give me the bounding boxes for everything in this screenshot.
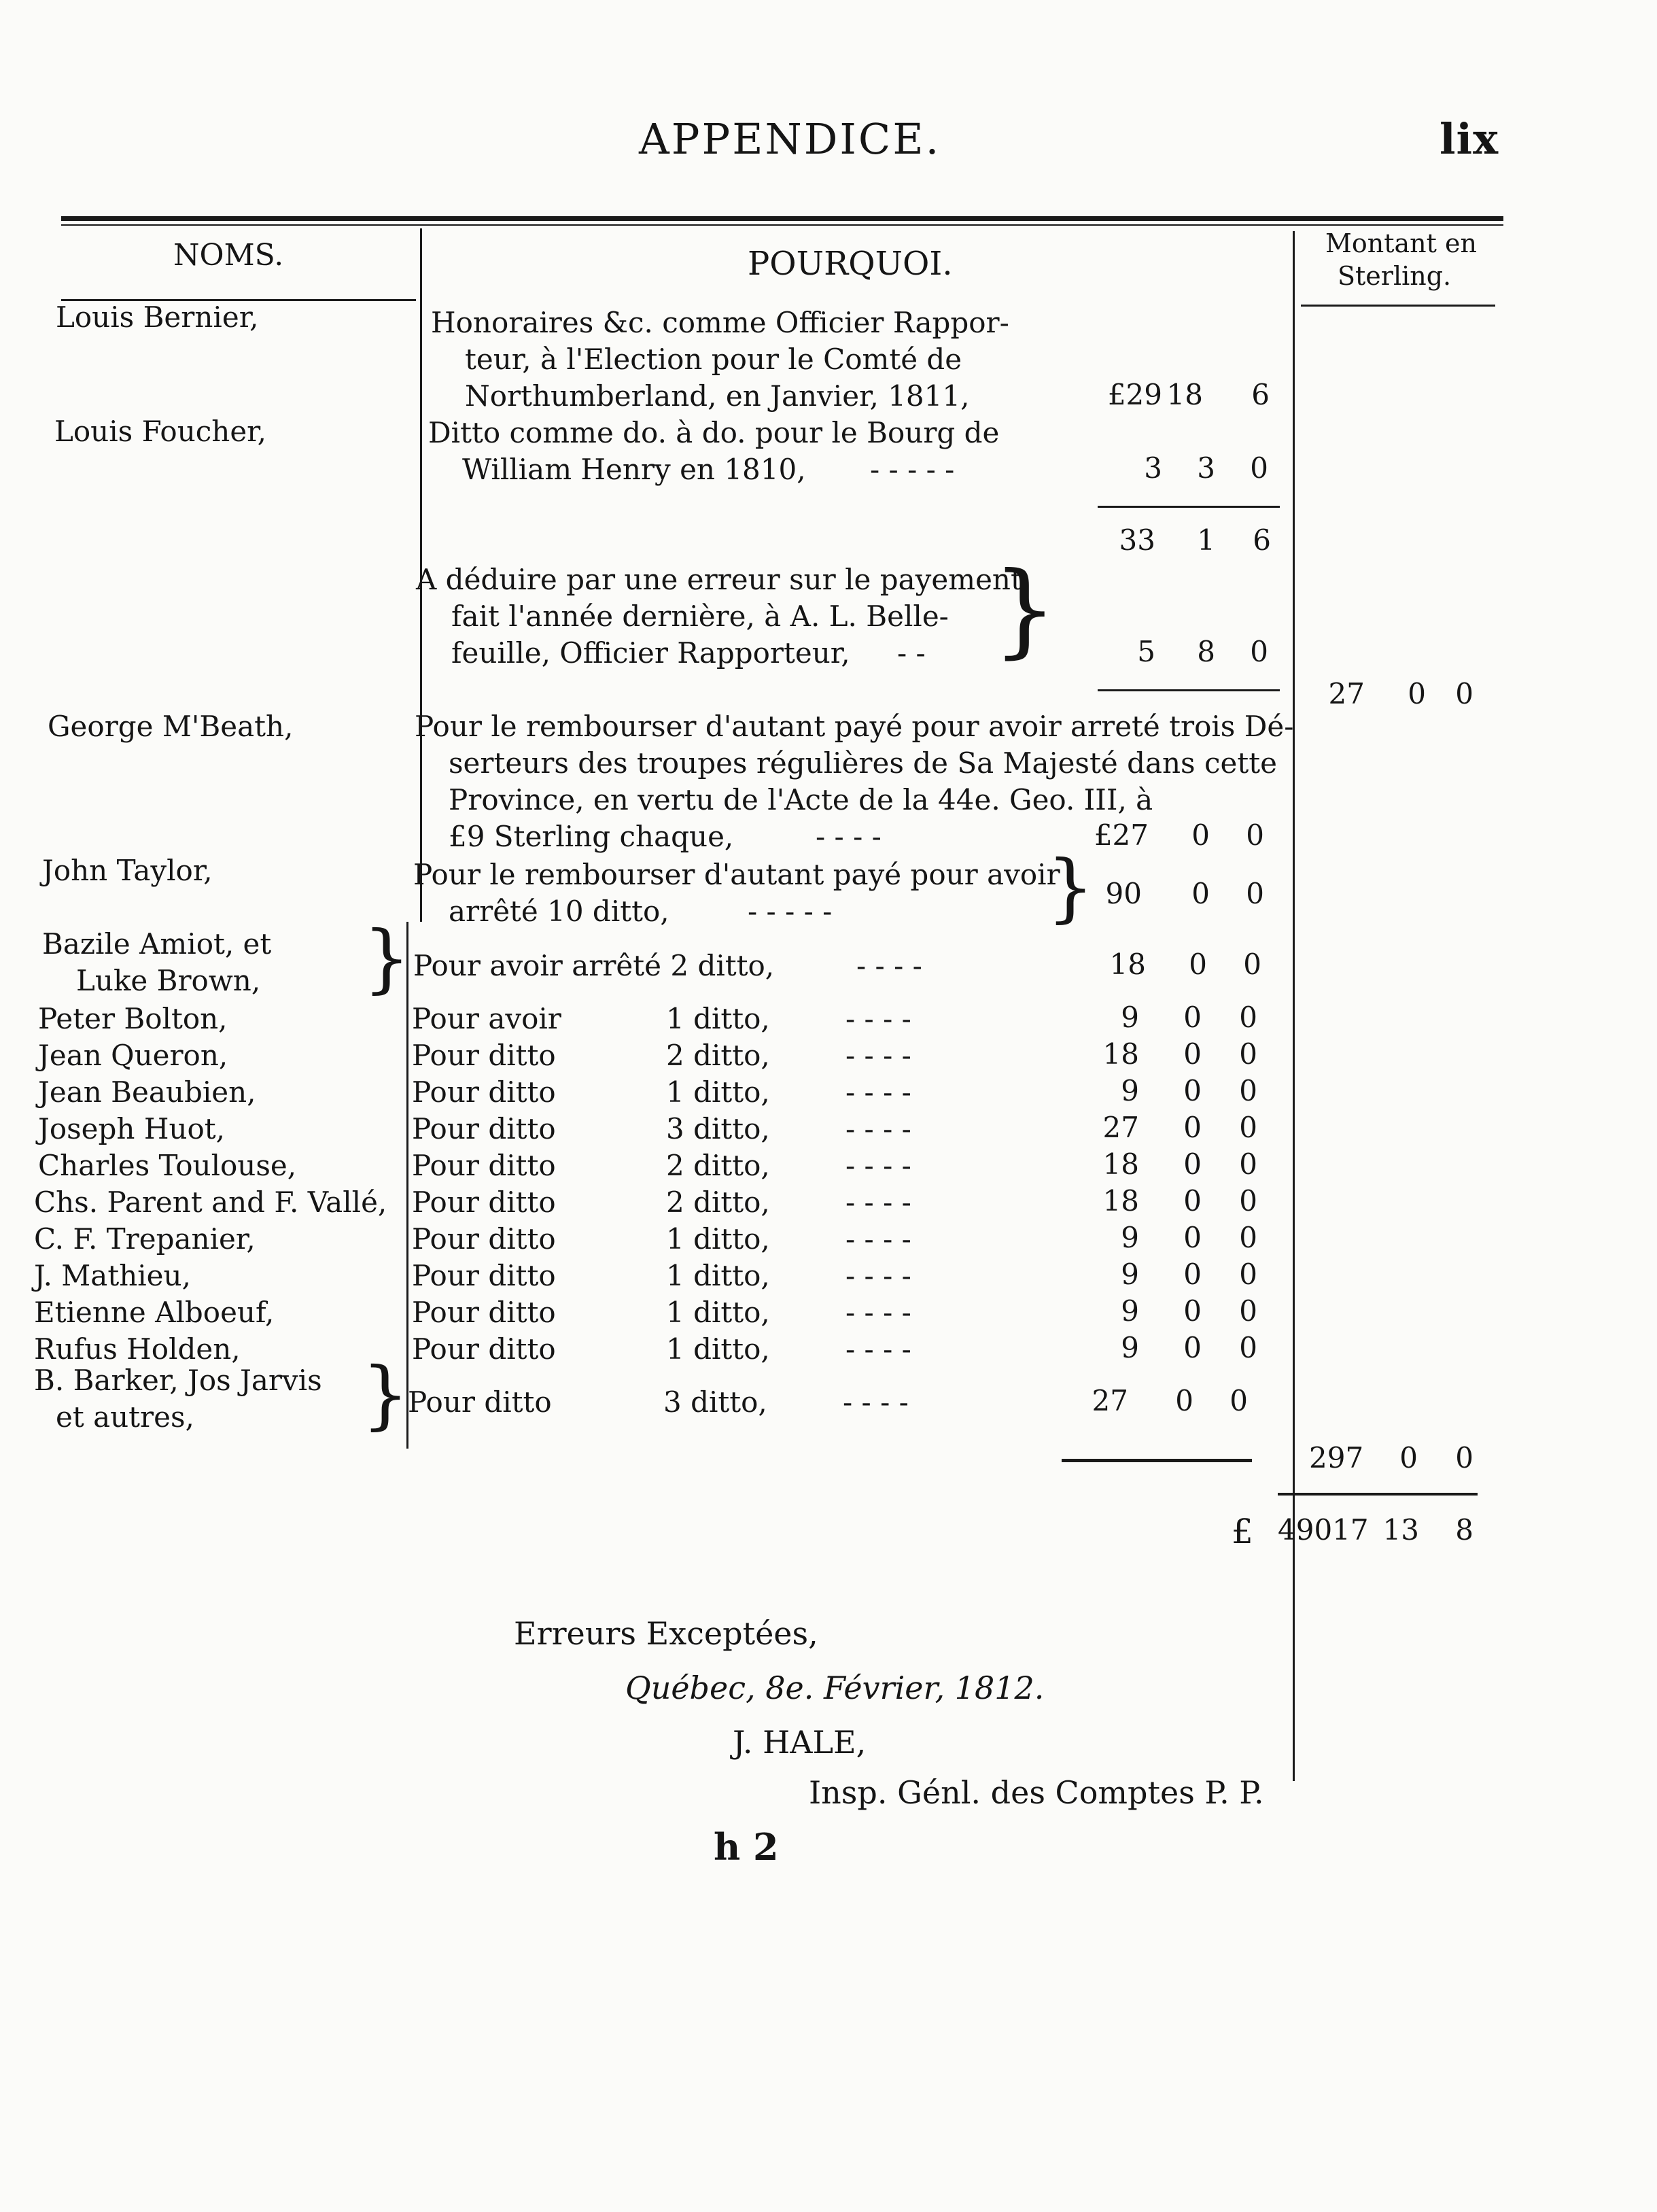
grand-total-rule — [1278, 1493, 1478, 1496]
desc-deduction-3: feuille, Officier Rapporteur, — [451, 636, 850, 670]
row-pour: Pour ditto — [412, 1186, 556, 1219]
dash-leader: - - - - — [845, 1112, 911, 1145]
montant-header-rule — [1301, 305, 1495, 307]
row-name: Peter Bolton, — [38, 1002, 228, 1035]
row-pour: Pour ditto — [412, 1075, 556, 1109]
dash-leader: - - - - — [845, 1259, 911, 1292]
row-amount-pence: 0 — [1239, 1258, 1257, 1291]
row-count: 1 ditto, — [666, 1296, 770, 1329]
row-amount-shillings: 0 — [1183, 1331, 1202, 1364]
row-count: 2 ditto, — [666, 1186, 770, 1219]
row-count: 1 ditto, — [666, 1259, 770, 1292]
desc-foucher-1: Ditto comme do. à do. pour le Bourg de — [428, 416, 1000, 449]
amount-pence: 6 — [1251, 378, 1270, 411]
row-amount-pence: 0 — [1239, 1147, 1257, 1181]
amount-pounds: £29 — [1107, 378, 1162, 411]
dash-leader: - - - - — [856, 949, 922, 982]
dash-leader: - - - - - — [870, 453, 955, 486]
row-amount-pounds: 27 — [1102, 1111, 1139, 1144]
net-pounds: 27 — [1328, 677, 1365, 710]
column-header-montant-1: Montant en — [1325, 228, 1477, 258]
row-amount-shillings: 0 — [1183, 1258, 1202, 1291]
desc-foucher-2: William Henry en 1810, — [462, 453, 806, 486]
row-pour: Pour ditto — [412, 1112, 556, 1145]
row-amount-pence: 0 — [1239, 1184, 1257, 1217]
errors-note: Erreurs Exceptées, — [514, 1615, 818, 1652]
row-amount-shillings: 0 — [1183, 1294, 1202, 1328]
signature-title: Insp. Génl. des Comptes P. P. — [809, 1774, 1264, 1811]
subtotal-pence: 6 — [1253, 523, 1271, 557]
grand-total-pounds: 49017 — [1278, 1513, 1369, 1546]
row-amount-pounds: 9 — [1121, 1074, 1139, 1107]
row-amount-shillings: 0 — [1183, 1111, 1202, 1144]
row-amount-pounds: 18 — [1102, 1037, 1139, 1071]
row-pour: Pour ditto — [412, 1039, 556, 1072]
divider-amount — [1293, 231, 1295, 1781]
brace: } — [363, 914, 411, 1001]
row-amount-pounds: 18 — [1102, 1184, 1139, 1217]
row-count: 2 ditto, — [666, 1149, 770, 1182]
desc-deduction-2: fait l'année dernière, à A. L. Belle- — [451, 600, 949, 633]
name-amiot-2: Luke Brown, — [76, 964, 261, 997]
name-foucher: Louis Foucher, — [54, 415, 266, 448]
column-header-pourquoi: POURQUOI. — [748, 245, 953, 283]
desc-bernier-1: Honoraires &c. comme Officier Rappor- — [431, 306, 1009, 339]
row-amount-shillings: 0 — [1183, 1147, 1202, 1181]
row-amount-shillings: 0 — [1183, 1001, 1202, 1034]
row-amount-pence: 0 — [1239, 1294, 1257, 1328]
name-barker-2: et autres, — [56, 1400, 194, 1434]
row-amount-pence: 0 — [1239, 1331, 1257, 1364]
row-name: Jean Queron, — [38, 1039, 228, 1072]
deduction-pence: 0 — [1250, 635, 1268, 668]
row-amount-pounds: 9 — [1121, 1331, 1139, 1364]
row-pour: Pour ditto — [412, 1259, 556, 1292]
row-name: J. Mathieu, — [34, 1259, 191, 1292]
pound-sign: £ — [1232, 1512, 1253, 1551]
dash-leader: - - - - — [845, 1332, 911, 1366]
amount-shillings: 0 — [1191, 877, 1210, 910]
row-amount-pounds: 9 — [1121, 1221, 1139, 1254]
grand-total-pence: 8 — [1455, 1513, 1473, 1546]
amount-pence: 0 — [1243, 948, 1261, 981]
name-barker-1: B. Barker, Jos Jarvis — [34, 1364, 322, 1397]
desc-amiot: Pour avoir arrêté 2 ditto, — [413, 949, 775, 982]
subtotal-pounds: 33 — [1119, 523, 1155, 557]
row-name: Rufus Holden, — [34, 1332, 241, 1366]
row-pour: Pour ditto — [412, 1332, 556, 1366]
amount-shillings: 0 — [1175, 1384, 1193, 1417]
row-count: 1 ditto, — [666, 1075, 770, 1109]
row-name: C. F. Trepanier, — [34, 1222, 256, 1256]
amount-pounds: 27 — [1092, 1384, 1128, 1417]
amount-pence: 0 — [1250, 451, 1268, 485]
row-amount-pence: 0 — [1239, 1111, 1257, 1144]
desc-bernier-2: teur, à l'Election pour le Comté de — [465, 343, 962, 376]
dash-leader: - - — [897, 636, 926, 670]
column-header-montant-2: Sterling. — [1338, 261, 1452, 291]
group-total-shillings: 0 — [1399, 1441, 1418, 1474]
row-name: Jean Beaubien, — [38, 1075, 256, 1109]
net-shillings: 0 — [1408, 677, 1426, 710]
dash-leader: - - - - — [845, 1296, 911, 1329]
deduction-rule — [1098, 689, 1280, 691]
top-rule — [61, 216, 1503, 221]
dash-leader: - - - - — [845, 1039, 911, 1072]
dash-leader: - - - - — [845, 1075, 911, 1109]
dash-leader: - - - - — [816, 820, 882, 853]
row-amount-shillings: 0 — [1183, 1074, 1202, 1107]
amount-shillings: 0 — [1189, 948, 1207, 981]
amount-pence: 0 — [1229, 1384, 1248, 1417]
deduction-pounds: 5 — [1137, 635, 1155, 668]
dash-leader: - - - - - — [748, 895, 833, 928]
count-barker: 3 ditto, — [663, 1385, 767, 1419]
amount-shillings: 0 — [1191, 818, 1210, 852]
dash-leader: - - - - — [845, 1222, 911, 1256]
amount-pounds: 3 — [1144, 451, 1162, 485]
amount-pounds: 90 — [1105, 877, 1142, 910]
dash-leader: - - - - — [843, 1385, 909, 1419]
row-amount-pence: 0 — [1239, 1037, 1257, 1071]
column-total-rule — [1062, 1459, 1252, 1462]
brace: } — [992, 551, 1058, 669]
row-pour: Pour ditto — [412, 1222, 556, 1256]
row-name: Charles Toulouse, — [38, 1149, 297, 1182]
subtotal-shillings: 1 — [1197, 523, 1215, 557]
signature-name: J. HALE, — [733, 1724, 867, 1761]
row-amount-pounds: 9 — [1121, 1258, 1139, 1291]
dash-leader: - - - - — [845, 1186, 911, 1219]
brace: } — [362, 1351, 409, 1438]
row-amount-pounds: 9 — [1121, 1001, 1139, 1034]
row-count: 2 ditto, — [666, 1039, 770, 1072]
desc-mbeath-1: Pour le rembourser d'autant payé pour avoir arreté trois Dé- — [415, 710, 1294, 743]
page-title: APPENDICE. — [639, 114, 941, 164]
row-name: Joseph Huot, — [38, 1112, 226, 1145]
column-header-noms: NOMS. — [173, 238, 284, 273]
net-pence: 0 — [1455, 677, 1473, 710]
grand-total-shillings: 13 — [1382, 1513, 1419, 1546]
name-taylor: John Taylor, — [42, 854, 213, 887]
desc-bernier-3: Northumberland, en Janvier, 1811, — [465, 379, 970, 413]
date-place: Québec, 8e. Février, 1812. — [625, 1670, 1045, 1706]
subtotal-rule — [1098, 506, 1280, 508]
top-rule-thin — [61, 224, 1503, 226]
amount-shillings: 3 — [1197, 451, 1215, 485]
name-bernier: Louis Bernier, — [56, 300, 259, 334]
brace: } — [1047, 844, 1094, 931]
desc-mbeath-4: £9 Sterling chaque, — [449, 820, 734, 853]
row-amount-pounds: 18 — [1102, 1147, 1139, 1181]
row-count: 1 ditto, — [666, 1332, 770, 1366]
row-amount-pence: 0 — [1239, 1001, 1257, 1034]
row-count: 1 ditto, — [666, 1222, 770, 1256]
amount-pence: 0 — [1246, 877, 1264, 910]
desc-mbeath-2: serteurs des troupes régulières de Sa Majesté dans cette — [449, 746, 1277, 780]
desc-deduction-1: A déduire par une erreur sur le payement — [416, 563, 1022, 596]
name-mbeath: George M'Beath, — [48, 710, 294, 743]
row-amount-pence: 0 — [1239, 1221, 1257, 1254]
row-pour: Pour ditto — [412, 1149, 556, 1182]
group-total-pounds: 297 — [1309, 1441, 1364, 1474]
row-pour: Pour avoir — [412, 1002, 561, 1035]
amount-pounds: 18 — [1109, 948, 1146, 981]
row-amount-pence: 0 — [1239, 1074, 1257, 1107]
row-name: Chs. Parent and F. Vallé, — [34, 1186, 387, 1219]
row-pour: Pour ditto — [412, 1296, 556, 1329]
amount-pence: 0 — [1246, 818, 1264, 852]
row-count: 1 ditto, — [666, 1002, 770, 1035]
row-amount-pounds: 9 — [1121, 1294, 1139, 1328]
name-amiot-1: Bazile Amiot, et — [42, 927, 272, 961]
desc-taylor-2: arrêté 10 ditto, — [449, 895, 669, 928]
desc-taylor-1: Pour le rembourser d'autant payé pour avoir — [413, 858, 1060, 891]
dash-leader: - - - - — [845, 1002, 911, 1035]
desc-mbeath-3: Province, en vertu de l'Acte de la 44e. Geo. III, à — [449, 783, 1153, 816]
dash-leader: - - - - — [845, 1149, 911, 1182]
row-amount-shillings: 0 — [1183, 1184, 1202, 1217]
row-count: 3 ditto, — [666, 1112, 770, 1145]
page-number: lix — [1440, 114, 1499, 164]
row-name: Etienne Alboeuf, — [34, 1296, 275, 1329]
pour-barker: Pour ditto — [408, 1385, 552, 1419]
group-total-pence: 0 — [1455, 1441, 1473, 1474]
deduction-shillings: 8 — [1197, 635, 1215, 668]
amount-shillings: 18 — [1166, 378, 1203, 411]
signature-mark: h 2 — [714, 1825, 779, 1869]
amount-pounds: £27 — [1094, 818, 1149, 852]
row-amount-shillings: 0 — [1183, 1221, 1202, 1254]
row-amount-shillings: 0 — [1183, 1037, 1202, 1071]
